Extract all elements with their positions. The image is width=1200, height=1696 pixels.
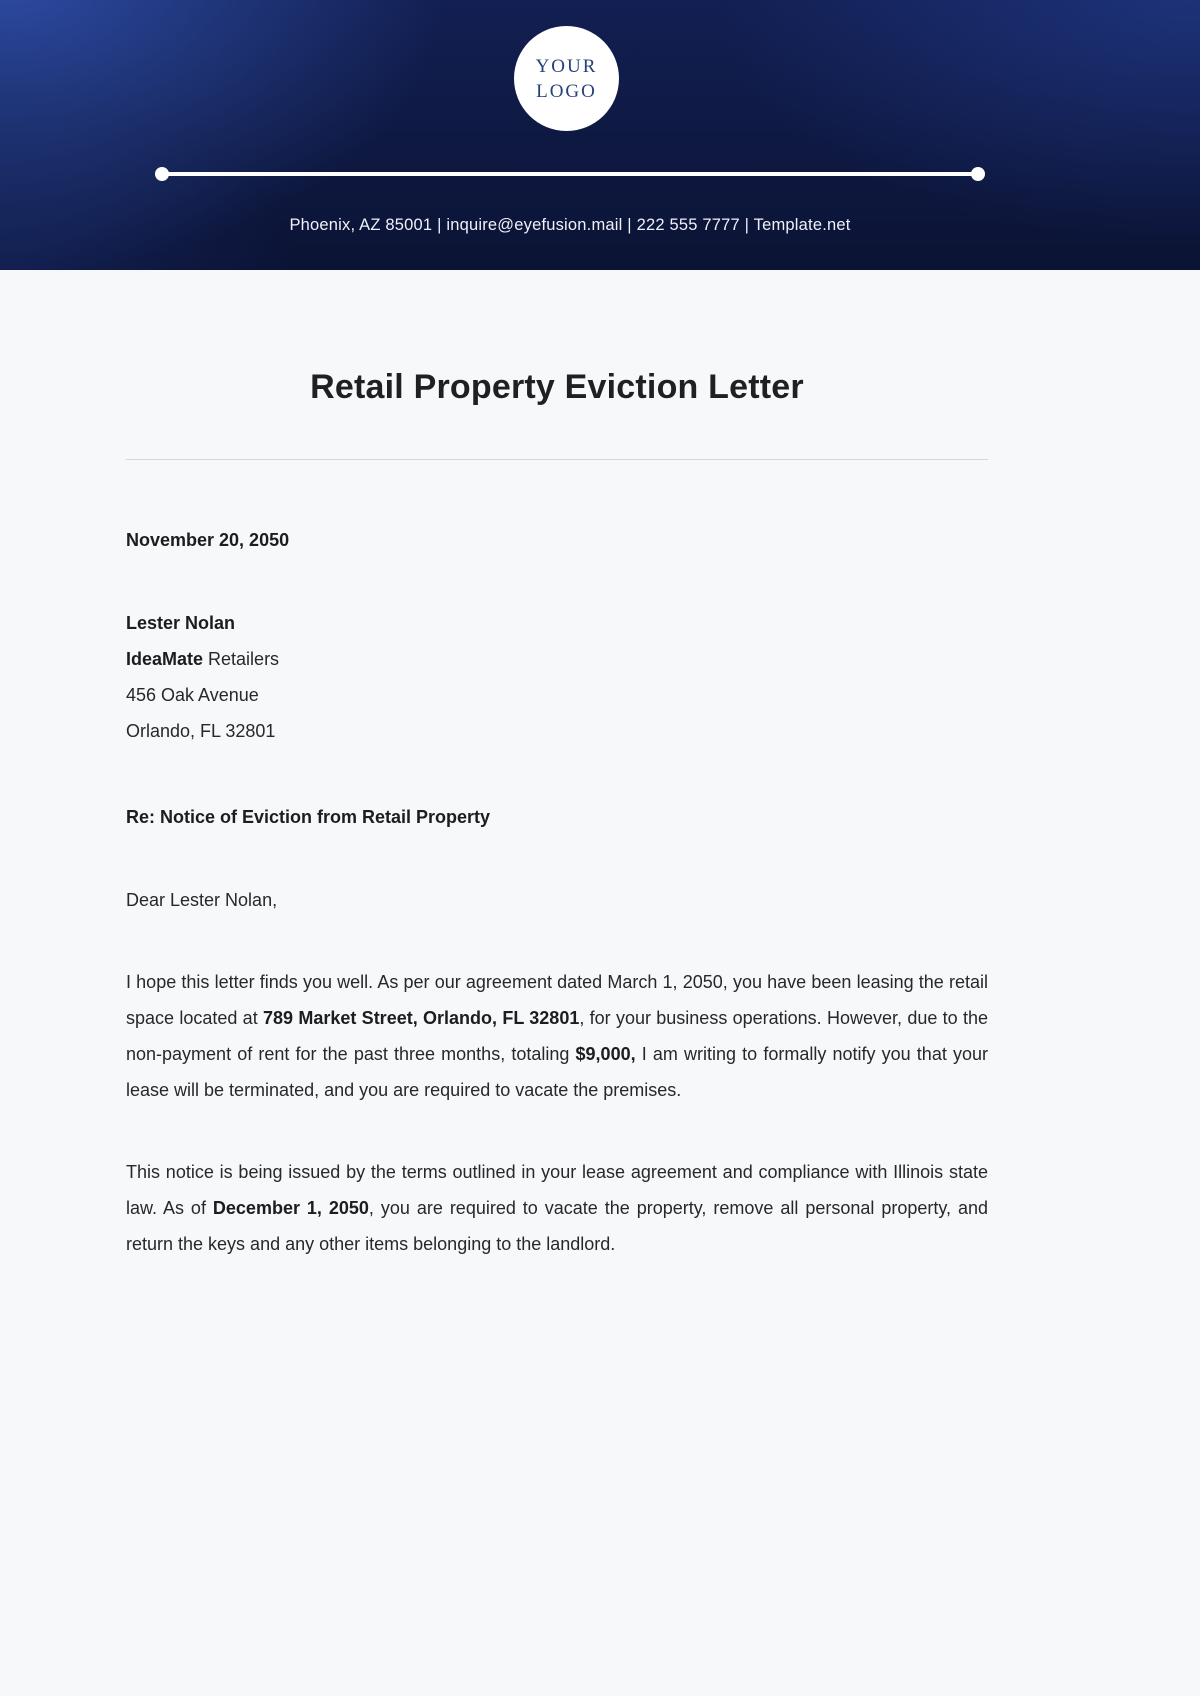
recipient-address-street: 456 Oak Avenue [126, 685, 259, 705]
title-divider [126, 459, 988, 460]
subject-line: Re: Notice of Eviction from Retail Property [126, 807, 491, 827]
recipient-company-name: IdeaMate [126, 649, 204, 669]
letter-title: Retail Property Eviction Letter [310, 368, 804, 406]
recipient-company-suffix: Retailers [203, 649, 280, 669]
letter-date: November 20, 2050 [126, 530, 290, 550]
divider-bar [166, 172, 974, 176]
recipient-address-city: Orlando, FL 32801 [126, 721, 276, 741]
letter-paragraph [126, 964, 988, 1108]
paragraph-text-run: , you are required to vacate the property, remove all personal property, and return the keys and any other items belonging to the landlord. [126, 1198, 988, 1254]
paragraph-text-run: I hope this letter finds you well. As per our agreement dated March 1, 2050, you have been leasing the retail space located at [126, 972, 988, 1028]
recipient-company [126, 641, 988, 677]
recipient-block [126, 605, 988, 749]
logo-text [536, 54, 598, 104]
header-divider [155, 167, 985, 181]
paragraph-text-run: I am writing to formally notify you that your lease will be terminated, and you are required to vacate the premises. [126, 1044, 988, 1100]
letter-paragraphs [126, 964, 988, 1262]
divider-right-dot [971, 167, 985, 181]
letterhead [0, 0, 1200, 270]
contact-line: Phoenix, AZ 85001 | inquire@eyefusion.mail | 222 555 7777 | Template.net [289, 216, 851, 234]
company-logo [514, 26, 619, 131]
letter-paragraph [126, 1154, 988, 1262]
logo-line-2: LOGO [536, 80, 597, 102]
salutation: Dear Lester Nolan, [126, 890, 278, 910]
paragraph-bold-run: $9,000, [575, 1044, 636, 1064]
paragraph-text-run: , for your business operations. However, due to the non-payment of rent for the past three months, totaling [126, 1008, 989, 1064]
paragraph-bold-run: 789 Market Street, Orlando, FL 32801 [263, 1008, 580, 1028]
letter-content [126, 368, 988, 1262]
recipient-name: Lester Nolan [126, 613, 236, 633]
logo-line-1: YOUR [535, 55, 598, 77]
paragraph-bold-run: December 1, 2050 [212, 1198, 369, 1218]
paragraph-text-run: This notice is being issued by the terms outlined in your lease agreement and compliance with Illinois state law. As of [126, 1162, 988, 1218]
